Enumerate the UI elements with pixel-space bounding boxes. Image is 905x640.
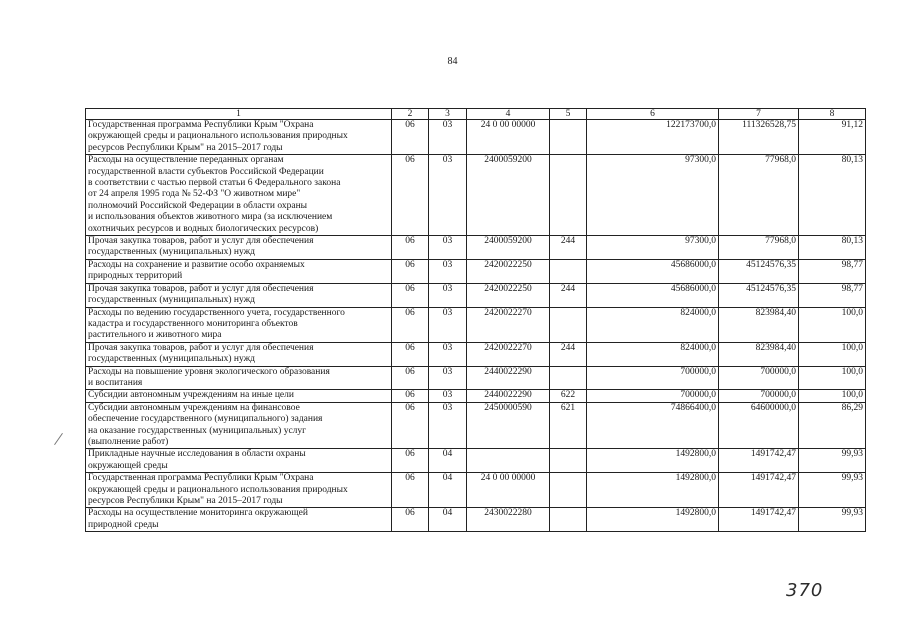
executed-amount: 823984,40 <box>719 342 799 366</box>
target-article-code: 24 0 00 00000 <box>467 120 550 155</box>
table-body <box>86 120 866 532</box>
row-description <box>86 508 392 532</box>
execution-percent: 99,93 <box>799 449 866 473</box>
expense-type-code <box>550 449 587 473</box>
description-line: государственных (муниципальных) нужд <box>88 354 255 365</box>
execution-percent: 99,93 <box>799 473 866 508</box>
executed-amount: 700000,0 <box>719 366 799 390</box>
subsection-code: 03 <box>429 259 467 283</box>
description-line: Расходы на сохранение и развитие особо охраняемых <box>88 259 305 270</box>
row-description <box>86 342 392 366</box>
description-line: Субсидии автономным учреждениям на финансовое <box>88 402 300 413</box>
header-cell: 8 <box>799 109 866 120</box>
executed-amount: 111326528,75 <box>719 120 799 155</box>
description-line: Прикладные научные исследования в области охраны <box>88 449 306 460</box>
header-cell: 3 <box>429 109 467 120</box>
section-code: 06 <box>392 259 429 283</box>
description-line: на оказание государственных (муниципальных) услуг <box>88 425 307 436</box>
target-article-code: 2420022250 <box>467 259 550 283</box>
expense-type-code <box>550 120 587 155</box>
planned-amount: 824000,0 <box>587 342 719 366</box>
table-row <box>86 366 866 390</box>
section-code: 06 <box>392 402 429 449</box>
row-description <box>86 449 392 473</box>
description-line: Прочая закупка товаров, работ и услуг для обеспечения <box>88 236 314 247</box>
execution-percent: 100,0 <box>799 366 866 390</box>
row-description <box>86 366 392 390</box>
description-line: окружающей среды <box>88 460 168 471</box>
execution-percent: 98,77 <box>799 259 866 283</box>
planned-amount: 122173700,0 <box>587 120 719 155</box>
row-description <box>86 402 392 449</box>
header-cell: 6 <box>587 109 719 120</box>
section-code: 06 <box>392 473 429 508</box>
planned-amount: 97300,0 <box>587 155 719 236</box>
subsection-code: 03 <box>429 307 467 342</box>
expense-type-code: 621 <box>550 402 587 449</box>
subsection-code: 04 <box>429 508 467 532</box>
table-row <box>86 307 866 342</box>
subsection-code: 03 <box>429 283 467 307</box>
description-line: полномочий Российской Федерации в области охраны <box>88 200 308 211</box>
subsection-code: 03 <box>429 342 467 366</box>
execution-percent: 98,77 <box>799 283 866 307</box>
description-line: государственной власти субъектов Российской Федерации <box>88 166 324 177</box>
expense-type-code <box>550 307 587 342</box>
table-row <box>86 508 866 532</box>
subsection-code: 04 <box>429 449 467 473</box>
row-description <box>86 236 392 260</box>
expense-type-code <box>550 508 587 532</box>
description-line: государственных (муниципальных) нужд <box>88 295 255 306</box>
executed-amount: 1491742,47 <box>719 508 799 532</box>
section-code: 06 <box>392 390 429 402</box>
section-code: 06 <box>392 449 429 473</box>
planned-amount: 824000,0 <box>587 307 719 342</box>
header-cell: 1 <box>86 109 392 120</box>
description-line: Прочая закупка товаров, работ и услуг для обеспечения <box>88 283 314 294</box>
description-line: Расходы на осуществление мониторинга окружающей <box>88 508 308 519</box>
header-cell: 4 <box>467 109 550 120</box>
description-line: природной среды <box>88 519 159 530</box>
executed-amount: 77968,0 <box>719 236 799 260</box>
description-line: и воспитания <box>88 377 143 388</box>
stray-pen-mark <box>54 433 63 445</box>
description-line: обеспечение государственного (муниципального) задания <box>88 414 323 425</box>
description-line: кадастра и государственного мониторинга объектов <box>88 318 298 329</box>
description-line: природных территорий <box>88 271 183 282</box>
executed-amount: 77968,0 <box>719 155 799 236</box>
table-row <box>86 473 866 508</box>
planned-amount: 97300,0 <box>587 236 719 260</box>
executed-amount: 1491742,47 <box>719 473 799 508</box>
page-number: 84 <box>447 56 458 67</box>
expense-type-code <box>550 155 587 236</box>
description-line: в соответствии с частью первой статьи 6 Федерального закона <box>88 178 341 189</box>
executed-amount: 823984,40 <box>719 307 799 342</box>
section-code: 06 <box>392 342 429 366</box>
expense-type-code <box>550 473 587 508</box>
expense-type-code: 244 <box>550 342 587 366</box>
section-code: 06 <box>392 508 429 532</box>
description-line: от 24 апреля 1995 года № 52-ФЗ "О животном мире" <box>88 189 301 200</box>
description-line: Государственная программа Республики Крым "Охрана <box>88 473 314 484</box>
planned-amount: 1492800,0 <box>587 449 719 473</box>
subsection-code: 03 <box>429 366 467 390</box>
section-code: 06 <box>392 283 429 307</box>
section-code: 06 <box>392 236 429 260</box>
header-cell: 2 <box>392 109 429 120</box>
description-line: (выполнение работ) <box>88 436 169 447</box>
executed-amount: 700000,0 <box>719 390 799 402</box>
executed-amount: 45124576,35 <box>719 283 799 307</box>
table-row <box>86 120 866 155</box>
section-code: 06 <box>392 366 429 390</box>
description-line: Государственная программа Республики Крым "Охрана <box>88 120 314 130</box>
description-line: охотничьих ресурсов и водных биологических ресурсов) <box>88 223 319 234</box>
execution-percent: 80,13 <box>799 236 866 260</box>
description-line: Расходы на повышение уровня экологического образования <box>88 366 330 377</box>
expense-type-code: 622 <box>550 390 587 402</box>
planned-amount: 700000,0 <box>587 366 719 390</box>
target-article-code: 2420022270 <box>467 342 550 366</box>
table-row <box>86 236 866 260</box>
description-line: Прочая закупка товаров, работ и услуг для обеспечения <box>88 342 314 353</box>
table-row <box>86 259 866 283</box>
table-row <box>86 449 866 473</box>
target-article-code: 2420022270 <box>467 307 550 342</box>
planned-amount: 1492800,0 <box>587 508 719 532</box>
row-description <box>86 155 392 236</box>
row-description <box>86 390 392 402</box>
subsection-code: 03 <box>429 120 467 155</box>
header-row <box>86 109 866 120</box>
row-description <box>86 120 392 155</box>
executed-amount: 64600000,0 <box>719 402 799 449</box>
table-row <box>86 402 866 449</box>
executed-amount: 1491742,47 <box>719 449 799 473</box>
expense-type-code: 244 <box>550 236 587 260</box>
table-row <box>86 283 866 307</box>
table-row <box>86 342 866 366</box>
target-article-code: 2430022280 <box>467 508 550 532</box>
expense-type-code <box>550 259 587 283</box>
row-description <box>86 307 392 342</box>
expense-type-code <box>550 366 587 390</box>
description-line: ресурсов Республики Крым" на 2015–2017 годы <box>88 496 283 506</box>
planned-amount: 700000,0 <box>587 390 719 402</box>
description-line: и использования объектов животного мира (за исключением <box>88 212 333 223</box>
planned-amount: 45686000,0 <box>587 283 719 307</box>
target-article-code: 2440022290 <box>467 390 550 402</box>
execution-percent: 80,13 <box>799 155 866 236</box>
description-line: растительного и животного мира <box>88 330 222 341</box>
header-cell: 7 <box>719 109 799 120</box>
handwritten-page-number: 370 <box>786 580 824 601</box>
description-line: ресурсов Республики Крым" на 2015–2017 годы <box>88 142 283 153</box>
subsection-code: 03 <box>429 155 467 236</box>
execution-percent: 100,0 <box>799 307 866 342</box>
subsection-code: 03 <box>429 390 467 402</box>
section-code: 06 <box>392 155 429 236</box>
planned-amount: 45686000,0 <box>587 259 719 283</box>
expense-type-code: 244 <box>550 283 587 307</box>
subsection-code: 04 <box>429 473 467 508</box>
execution-percent: 100,0 <box>799 342 866 366</box>
row-description <box>86 259 392 283</box>
target-article-code: 2420022250 <box>467 283 550 307</box>
header-cell: 5 <box>550 109 587 120</box>
execution-percent: 99,93 <box>799 508 866 532</box>
target-article-code: 2400059200 <box>467 236 550 260</box>
target-article-code <box>467 449 550 473</box>
description-line: окружающей среды и рационального использования природных <box>88 484 348 495</box>
section-code: 06 <box>392 120 429 155</box>
description-line: Расходы по ведению государственного учета, государственного <box>88 307 345 318</box>
section-code: 06 <box>392 307 429 342</box>
subsection-code: 03 <box>429 402 467 449</box>
table-row <box>86 390 866 402</box>
row-description <box>86 283 392 307</box>
target-article-code: 24 0 00 00000 <box>467 473 550 508</box>
description-line: Расходы на осуществление переданных органам <box>88 155 284 166</box>
budget-table <box>85 108 866 532</box>
description-line: окружающей среды и рационального использования природных <box>88 131 348 142</box>
table-row <box>86 155 866 236</box>
description-line: Субсидии автономным учреждениям на иные цели <box>88 390 294 401</box>
subsection-code: 03 <box>429 236 467 260</box>
target-article-code: 2450000590 <box>467 402 550 449</box>
execution-percent: 91,12 <box>799 120 866 155</box>
executed-amount: 45124576,35 <box>719 259 799 283</box>
planned-amount: 74866400,0 <box>587 402 719 449</box>
execution-percent: 86,29 <box>799 402 866 449</box>
target-article-code: 2400059200 <box>467 155 550 236</box>
row-description <box>86 473 392 508</box>
planned-amount: 1492800,0 <box>587 473 719 508</box>
target-article-code: 2440022290 <box>467 366 550 390</box>
description-line: государственных (муниципальных) нужд <box>88 247 255 258</box>
execution-percent: 100,0 <box>799 390 866 402</box>
